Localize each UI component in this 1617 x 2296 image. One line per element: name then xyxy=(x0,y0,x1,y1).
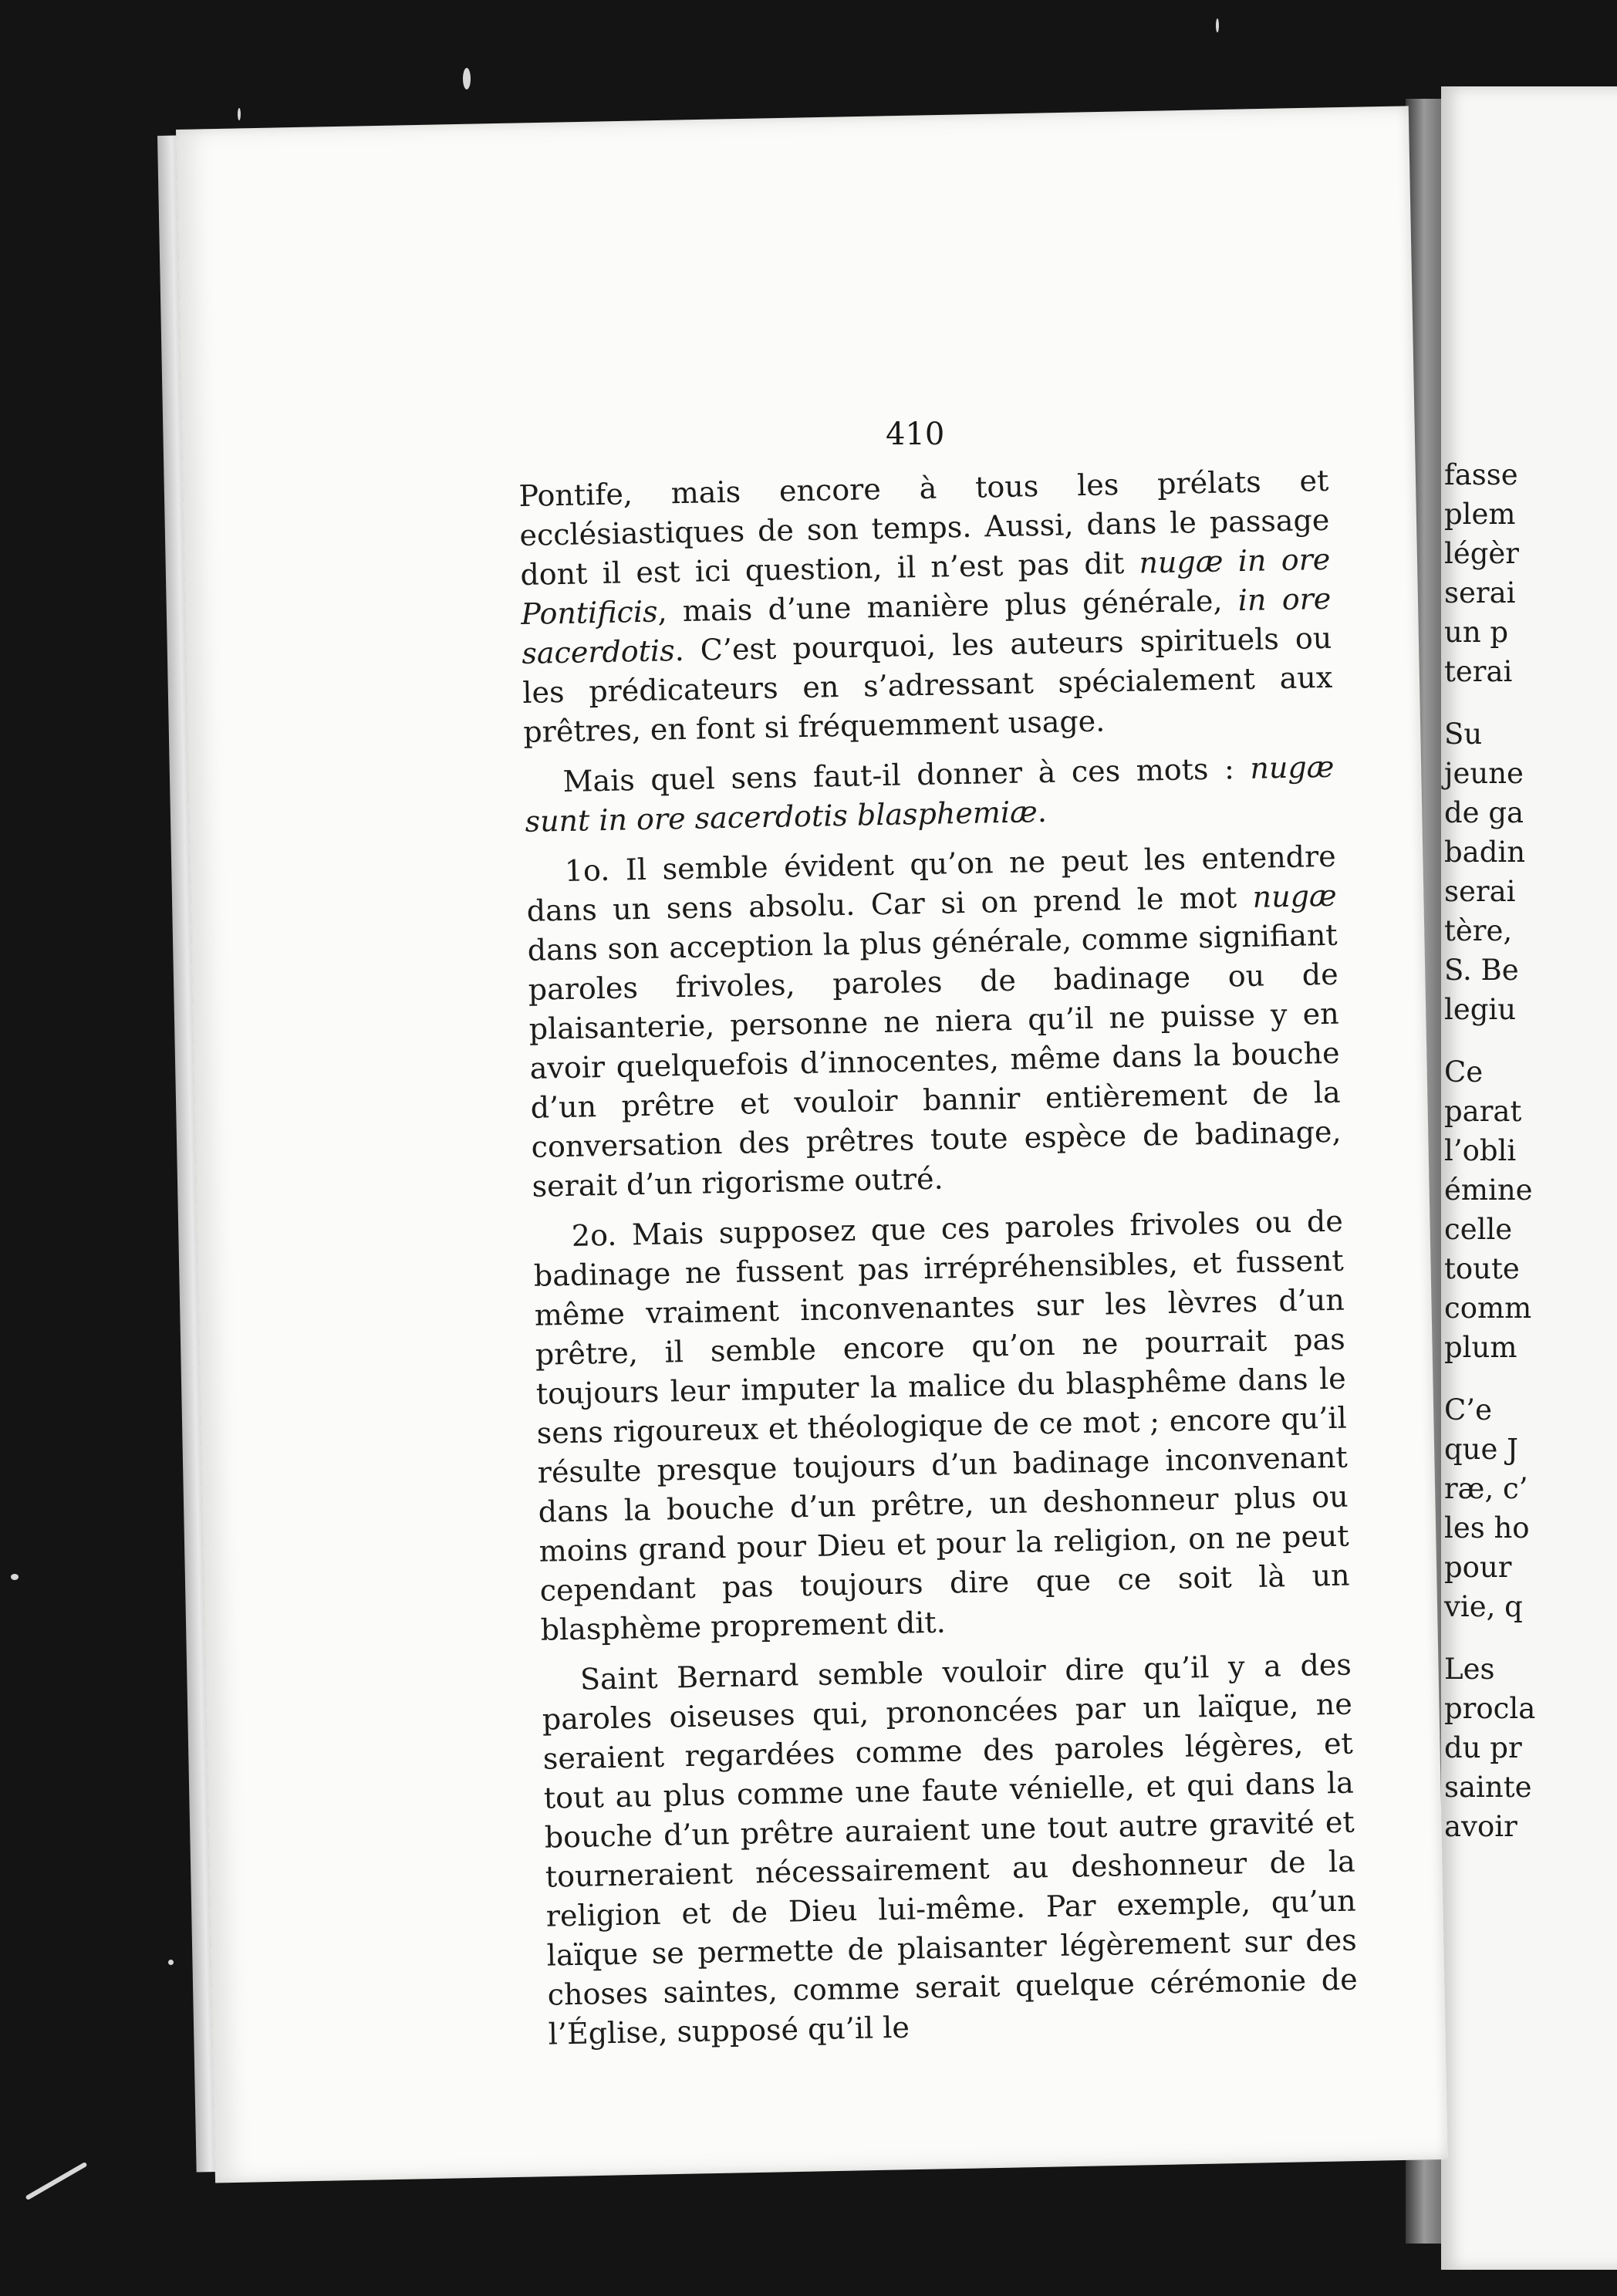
right-page-fragment: plem xyxy=(1444,498,1516,531)
text-run: Saint Bernard semble vouloir dire qu’il y a des paroles oiseuses qui, prononcées par un laïque, ne seraient regardées comme des paroles légères, et tout au plus comme une faute vénielle, et qui dans la bouche d’un prêtre auraient une tout autre gravité et tourneraient nécessairement au deshonneur de la religion et de Dieu lui-même. Par exemple, qu’un laïque se permette de plaisanter légèrement sur des choses saintes, comme serait quelque cérémonie de l’Église, supposé qu’il le xyxy=(542,1647,1359,2051)
paragraph xyxy=(524,748,1335,842)
right-page-fragment: que J xyxy=(1444,1433,1519,1466)
text-run: dans son acception la plus générale, comme signifiant paroles frivoles, paroles de badinage ou de plaisanterie, personne ne niera qu’il ne puisse y en avoir quelquefois d’innocentes, même dans la bouche d’un prêtre et vouloir bannir entièrement de la conversation des prêtres toute espèce de badinage, serait d’un rigorisme outré. xyxy=(527,917,1342,1204)
film-speck xyxy=(1216,19,1219,32)
right-page-fragment: S. Be xyxy=(1444,954,1519,987)
right-page-fragment: de ga xyxy=(1444,796,1524,829)
right-page-fragment: jeune xyxy=(1444,757,1524,790)
right-page-fragment: legiu xyxy=(1444,993,1517,1026)
right-page-fragment: parat xyxy=(1444,1095,1522,1128)
right-page-fragment: légèr xyxy=(1444,537,1519,570)
italic-text: nugæ sunt in ore sacerdotis blasphemiæ xyxy=(525,749,1335,839)
right-page-fragment: vie, q xyxy=(1444,1590,1523,1623)
paragraph xyxy=(532,1202,1351,1650)
text-run: . xyxy=(1037,794,1048,829)
right-page-fragment: Les xyxy=(1444,1653,1495,1686)
right-page-fragment xyxy=(1444,691,1617,714)
right-page-fragment: avoir xyxy=(1444,1810,1517,1843)
right-page-fragment: ræ, c’ xyxy=(1444,1472,1528,1505)
right-page-fragment: serai xyxy=(1444,875,1516,908)
right-page-fragment: badin xyxy=(1444,836,1526,869)
right-page-fragment: sainte xyxy=(1444,1771,1532,1804)
page-number: 410 xyxy=(886,417,945,452)
right-page-fragment: Su xyxy=(1444,718,1483,751)
page-body-text xyxy=(518,461,1359,2065)
right-page-fragment xyxy=(1444,1626,1617,1649)
text-run: 2o. Mais supposez que ces paroles frivoles ou de badinage ne fussent pas irrépréhensibles, et fussent même vraiment inconvenantes sur les lèvres d’un prêtre, il semble encore qu’on ne pourrait pas toujours leur imputer la malice du blasphême dans le sens rigoureux et théologique de ce mot ; encore qu’il résulte presque toujours d’un badinage inconvenant dans la bouche d’un prêtre, un deshonneur plus ou moins grand pour Dieu et pour la religion, on ne peut cependant pas toujours dire que ce soit là un blasphème proprement dit. xyxy=(533,1204,1350,1647)
italic-text: nugæ in ore Pontificis xyxy=(520,542,1331,631)
paragraph xyxy=(518,461,1334,752)
right-page-fragment: émine xyxy=(1444,1173,1533,1207)
right-page-fragment: toute xyxy=(1444,1252,1520,1285)
right-page-fragment: fasse xyxy=(1444,458,1518,491)
italic-text: in ore sacerdotis xyxy=(521,581,1332,670)
text-run: 1o. Il semble évident qu’on ne peut les entendre dans un sens absolu. Car si on prend le mot xyxy=(526,839,1337,928)
right-page-fragment: l’obli xyxy=(1444,1134,1517,1167)
film-speck xyxy=(168,1960,174,1965)
film-speck xyxy=(463,68,471,89)
right-page-fragment: terai xyxy=(1444,655,1513,688)
right-page-fragment: un p xyxy=(1444,616,1509,649)
right-page-fragment: les ho xyxy=(1444,1511,1530,1545)
film-speck xyxy=(25,2162,88,2200)
right-page-text-fragments xyxy=(1444,455,1617,1846)
text-run: Mais quel sens faut-il donner à ces mots : xyxy=(562,751,1251,799)
right-page-fragment: celle xyxy=(1444,1213,1513,1246)
film-speck xyxy=(11,1574,19,1580)
right-page-fragment: tère, xyxy=(1444,914,1513,947)
right-page-fragment: C’e xyxy=(1444,1393,1492,1427)
paragraph xyxy=(525,837,1342,1207)
right-page-fragment xyxy=(1444,1367,1617,1390)
text-run: Pontife, mais encore à tous les prélats et ecclésiastiques de son temps. Aussi, dans le passage dont il est ici question, il n’est pas dit xyxy=(518,463,1330,592)
right-page-fragment: serai xyxy=(1444,576,1516,609)
right-page-fragment: pour xyxy=(1444,1551,1512,1584)
italic-text: nugæ xyxy=(1252,878,1338,914)
right-page-fragment: procla xyxy=(1444,1692,1536,1725)
film-speck xyxy=(238,108,241,120)
text-run: , mais d’une manière plus générale, xyxy=(657,583,1239,629)
right-page-fragment: du pr xyxy=(1444,1731,1522,1764)
right-page-fragment xyxy=(1444,1029,1617,1052)
right-page-fragment: plum xyxy=(1444,1331,1517,1364)
right-page-fragment: Ce xyxy=(1444,1055,1484,1089)
paragraph xyxy=(541,1646,1359,2055)
right-page-fragment: comm xyxy=(1444,1292,1532,1325)
text-run: . C’est pourquoi, les auteurs spirituels ou les prédicateurs en s’adressant spécialement aux prêtres, en font si fréquemment usage. xyxy=(522,620,1333,749)
